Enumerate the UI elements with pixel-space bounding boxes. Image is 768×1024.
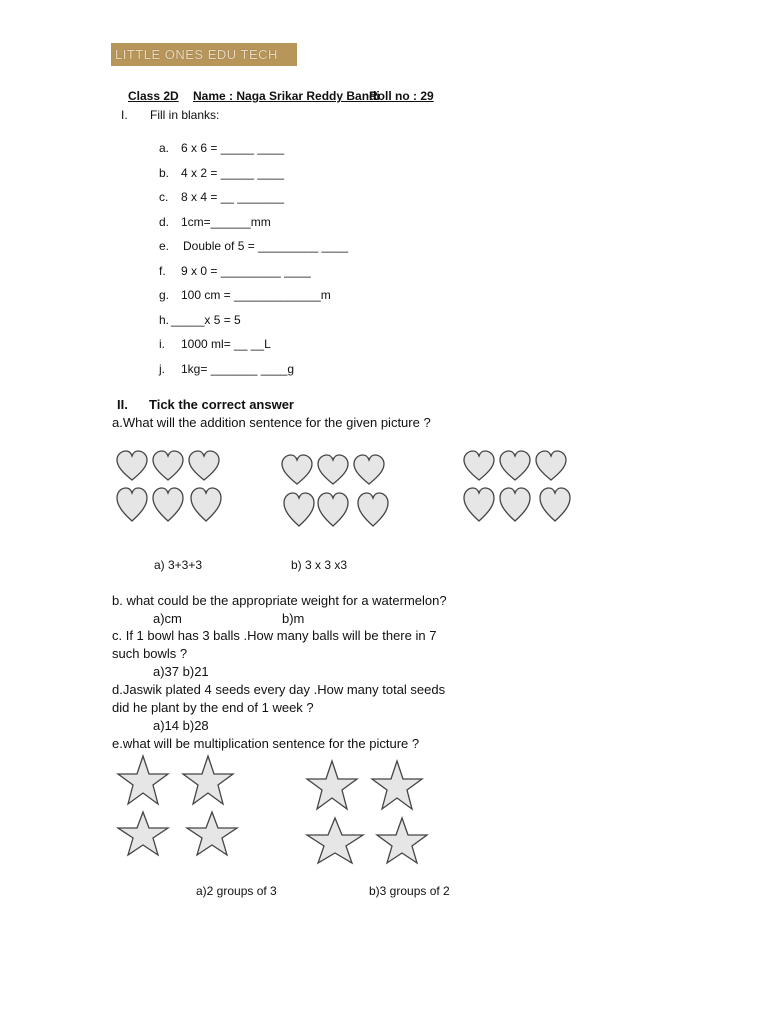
star-icon [182,755,234,807]
item-text: 1kg= _______ ____g [181,362,295,376]
item-letter: b. [159,166,170,180]
star-icon [186,811,238,857]
item-text: 9 x 0 = _________ ____ [181,264,311,278]
question-d-line-2: did he plant by the end of 1 week ? [112,700,314,715]
item-text: _____x 5 = 5 [171,313,241,327]
item-text: 100 cm = _____________m [181,288,331,302]
item-letter: a. [159,141,170,155]
heart-icon [498,450,532,482]
heart-icon [151,450,185,482]
heart-icon [280,454,314,486]
heart-icon [187,450,221,482]
heart-icon [151,487,185,523]
question-e-option-b: b)3 groups of 2 [369,884,450,898]
question-b-option-a: a)cm [153,611,182,626]
question-b-option-b: b)m [282,611,305,626]
star-icon [376,817,428,865]
heart-icon [282,492,316,528]
heart-icon [538,487,572,523]
heart-icon [189,487,223,523]
question-c-line-1: c. If 1 bowl has 3 balls .How many balls will be there in 7 [112,628,437,643]
star-icon [306,817,364,865]
question-e: e.what will be multiplication sentence for the picture ? [112,736,420,751]
heart-icon [352,454,386,486]
logo-banner: LITTLE ONES EDU TECH [111,43,297,66]
item-text: 8 x 4 = __ _______ [181,190,285,204]
question-b: b. what could be the appropriate weight for a watermelon? [112,593,447,608]
question-a-option-a: a) 3+3+3 [154,558,203,572]
item-text: 1cm=______mm [181,215,271,229]
item-letter: e. [159,239,170,253]
star-icon [117,755,169,807]
item-text: 4 x 2 = _____ ____ [181,166,285,180]
star-icon [306,760,358,812]
item-letter: j. [159,362,165,376]
class-label: Class 2D [128,89,179,103]
item-text: 1000 ml= __ __L [181,337,271,351]
question-a-option-b: b) 3 x 3 x3 [291,558,348,572]
star-icon [371,760,423,812]
item-letter: h. [159,313,170,327]
heart-icon [356,492,390,528]
section-1-number: I. [121,108,128,122]
section-1-title: Fill in blanks: [150,108,220,122]
item-letter: i. [159,337,165,351]
question-c-options: a)37 b)21 [153,664,209,679]
roll-number: Roll no : 29 [369,89,434,103]
question-d-line-1: d.Jaswik plated 4 seeds every day .How many total seeds [112,682,446,697]
item-letter: d. [159,215,170,229]
star-icon [117,811,169,857]
heart-icon [115,487,149,523]
question-c-line-2: such bowls ? [112,646,188,661]
heart-icon [534,450,568,482]
item-text: Double of 5 = _________ ____ [183,239,349,253]
section-2-title: Tick the correct answer [149,397,294,412]
question-d-options: a)14 b)28 [153,718,209,733]
heart-icon [462,450,496,482]
item-letter: f. [159,264,166,278]
item-text: 6 x 6 = _____ ____ [181,141,285,155]
question-e-option-a: a)2 groups of 3 [196,884,277,898]
section-2-number: II. [117,397,128,412]
question-a: a.What will the addition sentence for the given picture ? [112,415,431,430]
heart-icon [498,487,532,523]
item-letter: g. [159,288,170,302]
heart-icon [115,450,149,482]
item-letter: c. [159,190,169,204]
heart-icon [316,454,350,486]
heart-icon [462,487,496,523]
student-name: Name : Naga Srikar Reddy Bandi [193,89,380,103]
heart-icon [316,492,350,528]
